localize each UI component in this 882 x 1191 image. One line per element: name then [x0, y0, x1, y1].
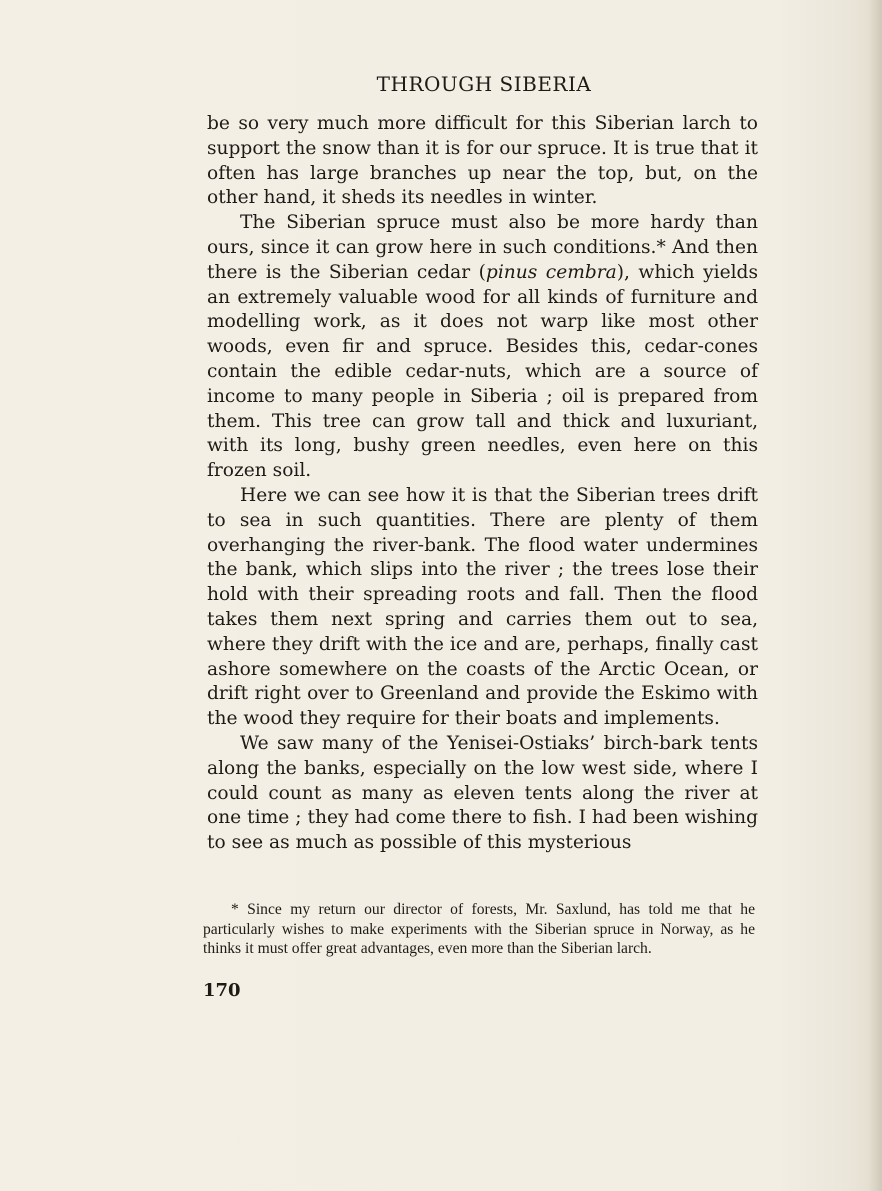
paragraph-1	[207, 112, 758, 211]
paragraph-2	[207, 211, 758, 484]
paragraph-3	[207, 484, 758, 732]
paragraph-4-text: We saw many of the Yenisei-Ostiaks’ birch-bark tents along the banks, especially on the low west side, where I could count as many as eleven tents along the river at one time ; they had come there to fish. I had been wishing to see as much as possible of this mysterious	[207, 732, 758, 854]
page-edge-shadow	[868, 0, 882, 1191]
paragraph-3-text: Here we can see how it is that the Siberian trees drift to sea in such quantities. There are plenty of them overhanging the river-bank. The flood water undermines the bank, which slips into the river ; the trees lose their hold with their spreading roots and fall. Then the flood takes them next spring and carries them out to sea, where they drift with the ice and are, perhaps, finally cast ashore somewhere on the coasts of the Arctic Ocean, or drift right over to Greenland and provide the Eskimo with the wood they require for their boats and implements.	[207, 484, 758, 730]
paragraph-2-text-a: The Siberian spruce must also be more hardy than ours, since it can grow here in such conditions.* And then there is the Siberian cedar (	[207, 212, 758, 283]
running-head: THROUGH SIBERIA	[376, 72, 592, 96]
footnote: * Since my return our director of forests, Mr. Saxlund, has told me that he particularly wishes to make experiments with the Siberian spruce in Norway, as he thinks it must offer great advantages, even more than the Siberian larch.	[203, 901, 755, 958]
body-text	[207, 112, 758, 856]
page-number: 170	[203, 980, 241, 1001]
paragraph-1-text: be so very much more difficult for this Siberian larch to support the snow than it is for our spruce. It is true that it often has large branches up near the top, but, on the other hand, it sheds its needles in winter.	[207, 113, 758, 209]
latin-name: pinus cembra	[485, 261, 617, 283]
paragraph-4	[207, 732, 758, 856]
paragraph-2-text-b: ), which yields an extremely valuable wood for all kinds of furniture and modelling work, as it does not warp like most other woods, even fir and spruce. Besides this, cedar-cones contain the edible cedar-nuts, which are a source of income to many people in Siberia ; oil is prepared from them. This tree can grow tall and thick and luxuriant, with its long, bushy green needles, even here on this frozen soil.	[207, 261, 758, 482]
